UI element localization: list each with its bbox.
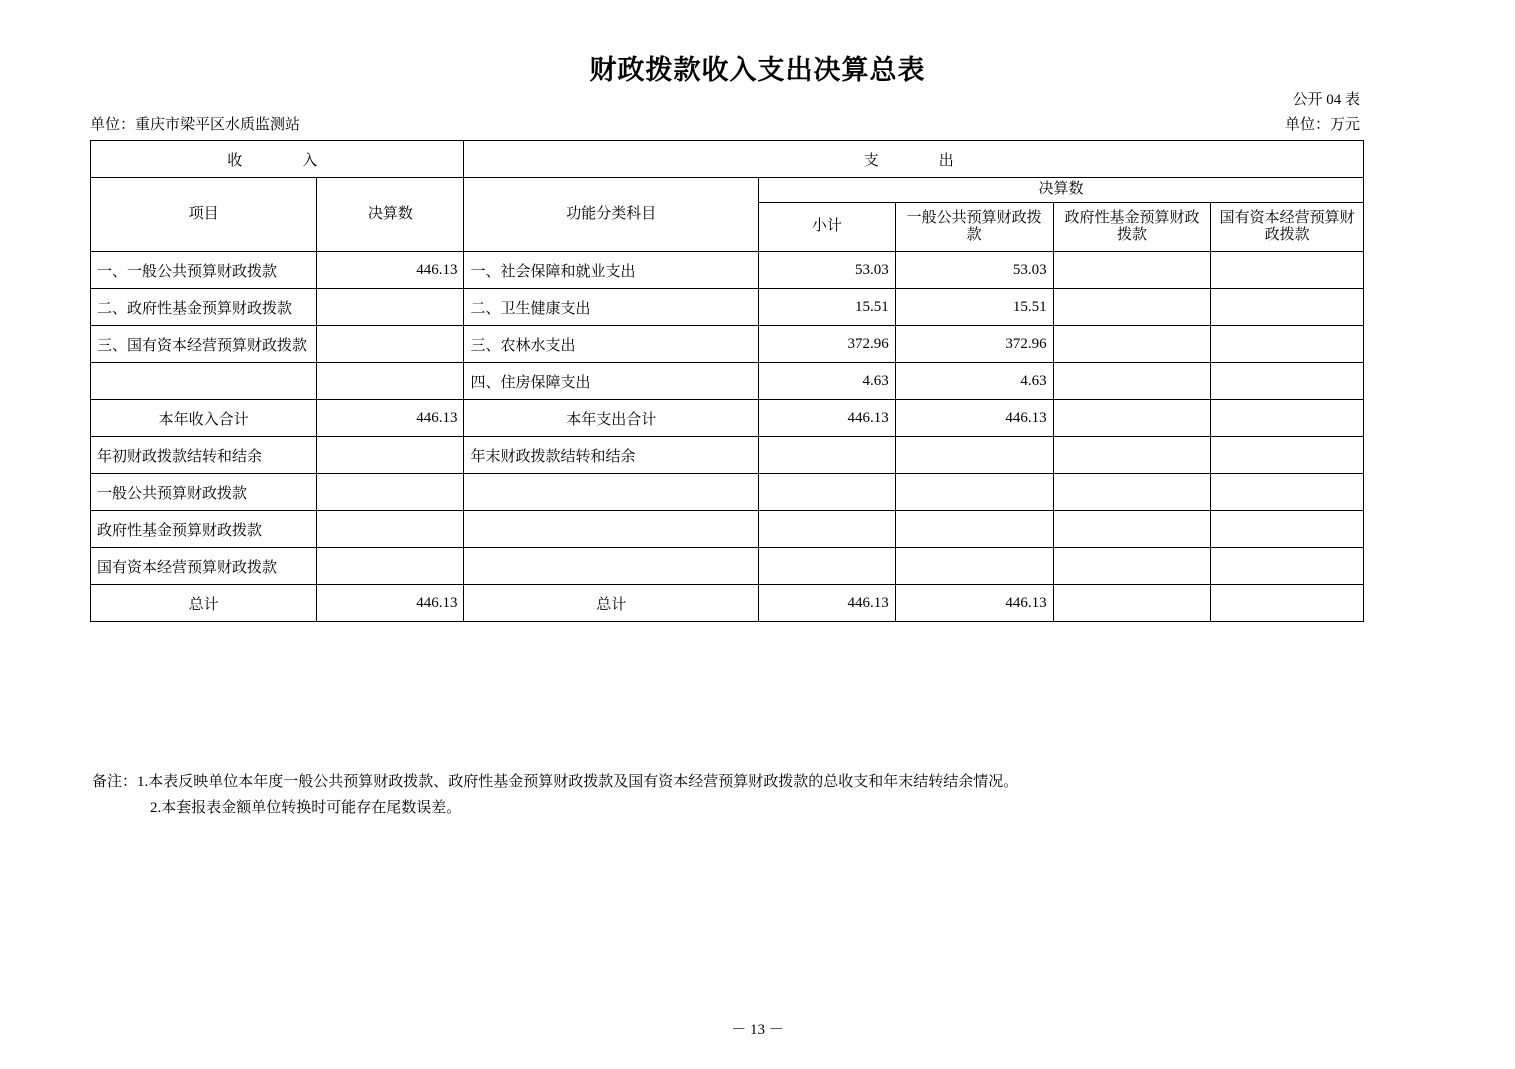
- expense-subtotal-value: 372.96: [759, 326, 896, 363]
- income-item-value: 446.13: [317, 252, 464, 289]
- unit-name-label: 单位：重庆市梁平区水质监测站: [90, 117, 301, 133]
- expense-item-label: 年末财政拨款结转和结余: [464, 437, 759, 474]
- expense-subtotal-value: [759, 511, 896, 548]
- header-state-capital: 国有资本经营预算财政拨款: [1211, 203, 1364, 252]
- expense-general-value: [895, 511, 1053, 548]
- expense-item-label: 三、农林水支出: [464, 326, 759, 363]
- income-item-value: [317, 511, 464, 548]
- header-income-final: 决算数: [317, 178, 464, 252]
- expense-subtotal-value: [759, 474, 896, 511]
- expense-general-value: 446.13: [895, 400, 1053, 437]
- expense-capital-value: [1211, 289, 1364, 326]
- expense-capital-value: [1211, 511, 1364, 548]
- expense-item-label: [464, 511, 759, 548]
- income-item-value: [317, 363, 464, 400]
- expense-subtotal-value: 15.51: [759, 289, 896, 326]
- page-title: 财政拨款收入支出决算总表: [589, 55, 926, 86]
- income-item-label: 本年收入合计: [91, 400, 317, 437]
- expense-section-header: 支 出: [464, 141, 1364, 178]
- expense-fund-value: [1053, 548, 1211, 585]
- table-row: [91, 326, 1364, 363]
- expense-item-label: 一、社会保障和就业支出: [464, 252, 759, 289]
- table-section-header-row: [91, 141, 1364, 178]
- expense-capital-value: [1211, 363, 1364, 400]
- expense-capital-value: [1211, 437, 1364, 474]
- table-row: [91, 289, 1364, 326]
- expense-item-label: 总计: [464, 585, 759, 622]
- table-row: [91, 252, 1364, 289]
- expense-capital-value: [1211, 585, 1364, 622]
- expense-fund-value: [1053, 474, 1211, 511]
- expense-general-value: [895, 437, 1053, 474]
- expense-item-label: 二、卫生健康支出: [464, 289, 759, 326]
- expense-general-value: 446.13: [895, 585, 1053, 622]
- expense-fund-value: [1053, 437, 1211, 474]
- table-row: [91, 363, 1364, 400]
- expense-fund-value: [1053, 363, 1211, 400]
- expense-capital-value: [1211, 400, 1364, 437]
- table-row-grand-total: [91, 585, 1364, 622]
- expense-subtotal-value: 4.63: [759, 363, 896, 400]
- income-item-value: 446.13: [317, 585, 464, 622]
- expense-fund-value: [1053, 585, 1211, 622]
- expense-subtotal-value: 446.13: [759, 400, 896, 437]
- income-item-value: 446.13: [317, 400, 464, 437]
- table-row-total-year: [91, 400, 1364, 437]
- expense-subtotal-value: 53.03: [759, 252, 896, 289]
- expense-item-label: [464, 474, 759, 511]
- note-line-1: 备注：1.本表反映单位本年度一般公共预算财政拨款、政府性基金预算财政拨款及国有资本经营预算财政拨款的总收支和年末结转结余情况。: [92, 774, 1019, 790]
- income-item-label: 政府性基金预算财政拨款: [91, 511, 317, 548]
- expense-fund-value: [1053, 289, 1211, 326]
- expense-capital-value: [1211, 326, 1364, 363]
- expense-capital-value: [1211, 252, 1364, 289]
- expense-capital-value: [1211, 474, 1364, 511]
- header-income-item: 项目: [91, 178, 317, 252]
- page-number: － 13 －: [731, 1022, 784, 1038]
- header-subtotal: 小计: [759, 203, 896, 252]
- expense-subtotal-value: [759, 548, 896, 585]
- amount-unit-label: 单位：万元: [1284, 117, 1360, 133]
- income-item-label: 年初财政拨款结转和结余: [91, 437, 317, 474]
- expense-fund-value: [1053, 326, 1211, 363]
- expense-item-label: 本年支出合计: [464, 400, 759, 437]
- income-item-value: [317, 548, 464, 585]
- income-item-label: [91, 363, 317, 400]
- header-general-public: 一般公共预算财政拨款: [895, 203, 1053, 252]
- table-row: [91, 548, 1364, 585]
- table-column-header-row-1: [91, 178, 1364, 203]
- income-item-label: 二、政府性基金预算财政拨款: [91, 289, 317, 326]
- budget-table: [90, 140, 1364, 622]
- note-line-2: 2.本套报表金额单位转换时可能存在尾数误差。: [150, 799, 462, 816]
- table-row: [91, 474, 1364, 511]
- expense-fund-value: [1053, 511, 1211, 548]
- income-item-label: 一、一般公共预算财政拨款: [91, 252, 317, 289]
- expense-subtotal-value: 446.13: [759, 585, 896, 622]
- expense-general-value: 15.51: [895, 289, 1053, 326]
- header-gov-fund: 政府性基金预算财政拨款: [1053, 203, 1211, 252]
- table-row: [91, 511, 1364, 548]
- income-item-value: [317, 326, 464, 363]
- header-expense-final: 决算数: [759, 178, 1364, 203]
- table-row: [91, 437, 1364, 474]
- expense-fund-value: [1053, 252, 1211, 289]
- expense-general-value: 53.03: [895, 252, 1053, 289]
- income-item-value: [317, 474, 464, 511]
- expense-general-value: [895, 548, 1053, 585]
- expense-subtotal-value: [759, 437, 896, 474]
- income-item-label: 三、国有资本经营预算财政拨款: [91, 326, 317, 363]
- expense-general-value: 372.96: [895, 326, 1053, 363]
- income-item-label: 总计: [91, 585, 317, 622]
- income-item-value: [317, 289, 464, 326]
- form-number: 公开 04 表: [1292, 92, 1360, 108]
- expense-item-label: 四、住房保障支出: [464, 363, 759, 400]
- income-item-label: 国有资本经营预算财政拨款: [91, 548, 317, 585]
- expense-item-label: [464, 548, 759, 585]
- expense-fund-value: [1053, 400, 1211, 437]
- expense-general-value: [895, 474, 1053, 511]
- income-item-value: [317, 437, 464, 474]
- table-notes: [92, 770, 1392, 821]
- income-section-header: 收 入: [91, 141, 464, 178]
- expense-general-value: 4.63: [895, 363, 1053, 400]
- header-expense-item: 功能分类科目: [464, 178, 759, 252]
- expense-capital-value: [1211, 548, 1364, 585]
- income-item-label: 一般公共预算财政拨款: [91, 474, 317, 511]
